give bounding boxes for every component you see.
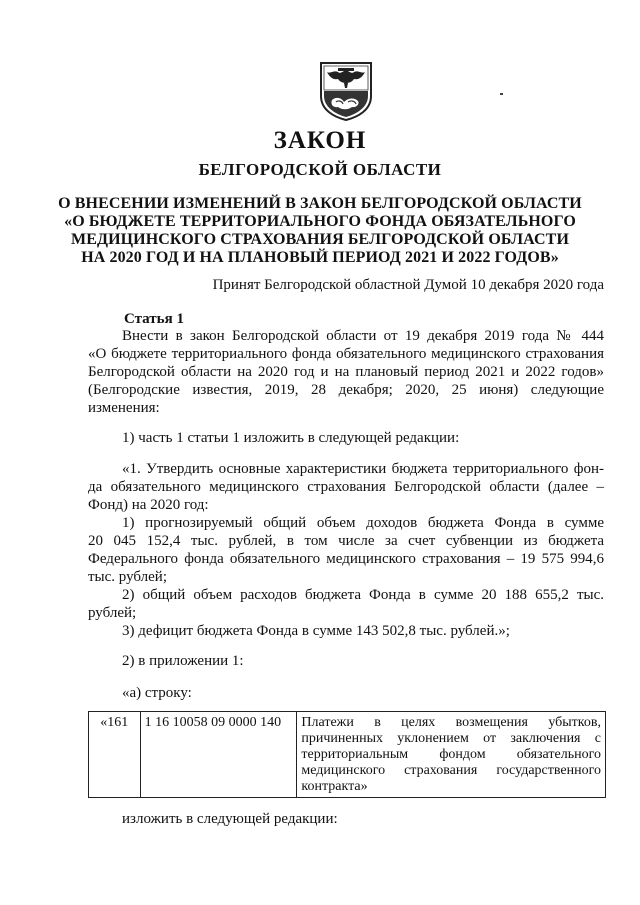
desc-line: Платежи в целях возмещения убытков, xyxy=(301,715,601,730)
subtitle-line: МЕДИЦИНСКОГО СТРАХОВАНИЯ БЕЛГОРОДСКОЙ ОБЛАСТИ xyxy=(71,231,569,248)
block-line: тыс. рублей; xyxy=(88,569,167,585)
desc-line: причиненных уклонением от заключения с xyxy=(301,731,601,746)
table-cell-description xyxy=(297,712,606,798)
table-row xyxy=(89,712,606,798)
point-2: 2) в приложении 1: xyxy=(122,653,244,669)
block-line: «1. Утвердить основные характеристики бюджета территориального фон- xyxy=(122,461,604,477)
intro-line: «О бюджете территориального фонда обязательного медицинского страхования xyxy=(88,346,604,362)
article-intro xyxy=(88,327,604,417)
block-line: рублей; xyxy=(88,605,137,621)
subtitle-line: О ВНЕСЕНИИ ИЗМЕНЕНИЙ В ЗАКОН БЕЛГОРОДСКОЙ ОБЛАСТИ xyxy=(58,195,582,212)
intro-line: Внести в закон Белгородской области от 19 декабря 2019 года № 444 xyxy=(122,328,604,344)
desc-line: контракта» xyxy=(301,779,368,794)
point-1: 1) часть 1 статьи 1 изложить в следующей редакции: xyxy=(122,430,460,446)
block-line: 3) дефицит бюджета Фонда в сумме 143 502,8 тыс. рублей.»; xyxy=(122,623,510,639)
coat-of-arms-emblem xyxy=(318,60,374,122)
block-line: да обязательного медицинского страхования Белгородской области (далее – xyxy=(88,479,604,495)
adoption-statement: Принят Белгородской областной Думой 10 декабря 2020 года xyxy=(212,277,604,293)
region-title: БЕЛГОРОДСКОЙ ОБЛАСТИ xyxy=(198,160,442,179)
block-line: 1) прогнозируемый общий объем доходов бюджета Фонда в сумме xyxy=(122,515,604,531)
point-a: «а) строку: xyxy=(122,685,192,701)
amendment-block xyxy=(88,460,604,640)
table-cell-code: 1 16 10058 09 0000 140 xyxy=(140,712,297,798)
block-line: Федерального фонда обязательного медицинского страхования – 19 575 994,6 xyxy=(88,551,604,567)
block-line: 2) общий объем расходов бюджета Фонда в сумме 20 188 655,2 тыс. xyxy=(122,587,604,603)
law-title: ЗАКОН xyxy=(273,127,367,154)
scan-mark xyxy=(500,93,503,95)
intro-line: изменения: xyxy=(88,400,160,416)
desc-line: территориальным фондом обязательного xyxy=(301,747,601,762)
block-line: 20 045 152,4 тыс. рублей, в том числе за счет субвенции из бюджета xyxy=(88,533,604,549)
table-cell-number: «161 xyxy=(89,712,141,798)
intro-line: (Белгородские известия, 2019, 28 декабря; 2020, 25 июня) следующие xyxy=(88,382,604,398)
desc-line: медицинского страхования государственного xyxy=(301,763,601,778)
final-line: изложить в следующей редакции: xyxy=(122,811,338,827)
subtitle-line: НА 2020 ГОД И НА ПЛАНОВЫЙ ПЕРИОД 2021 И 2022 ГОДОВ» xyxy=(81,249,559,266)
intro-line: Белгородской области на 2020 год и на плановый период 2021 и 2022 годов» xyxy=(88,364,604,380)
subtitle-line: «О БЮДЖЕТЕ ТЕРРИТОРИАЛЬНОГО ФОНДА ОБЯЗАТЕЛЬНОГО xyxy=(64,213,576,230)
budget-code-table xyxy=(88,711,606,798)
block-line: Фонд) на 2020 год: xyxy=(88,497,209,513)
article-title: Статья 1 xyxy=(124,311,184,327)
